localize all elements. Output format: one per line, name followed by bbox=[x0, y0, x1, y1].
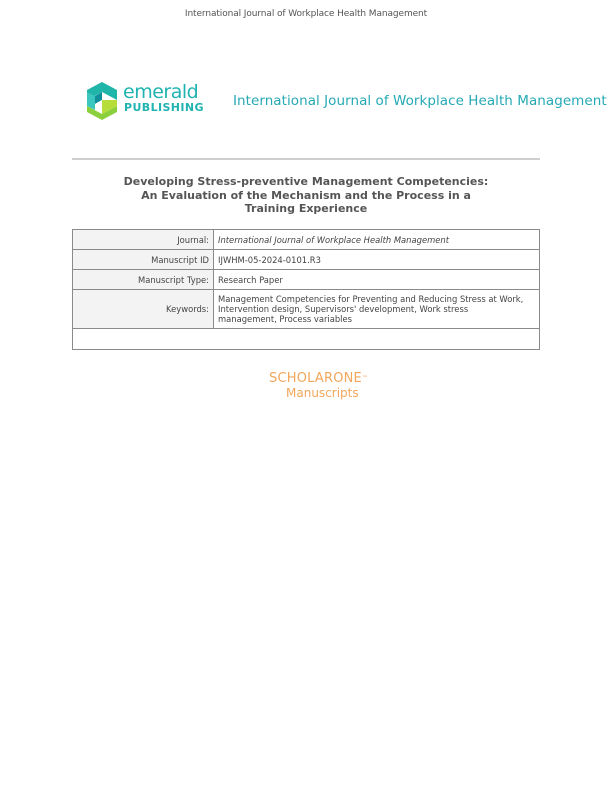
trademark-symbol: ™ bbox=[361, 375, 369, 382]
keywords-line: Intervention design, Supervisors' development, Work stress bbox=[218, 304, 469, 314]
journal-banner bbox=[84, 80, 607, 124]
scholarone-wordmark: SCHOLARONE bbox=[269, 371, 362, 386]
journal-value: International Journal of Workplace Health Management bbox=[214, 230, 540, 250]
empty-table-row bbox=[72, 327, 540, 350]
running-header: International Journal of Workplace Health Management bbox=[184, 9, 428, 19]
manuscript-id-label: Manuscript ID bbox=[73, 250, 214, 270]
publisher-logo-wordmark: emerald bbox=[123, 81, 199, 103]
paper-title-line: An Evaluation of the Mechanism and the Process in a bbox=[141, 188, 471, 202]
keywords-value bbox=[214, 290, 540, 329]
table-row bbox=[73, 270, 540, 290]
keywords-line: Management Competencies for Preventing and Reducing Stress at Work, bbox=[218, 294, 524, 304]
scholarone-subtitle: Manuscripts bbox=[286, 386, 359, 400]
scholarone-logo bbox=[269, 372, 379, 401]
journal-banner-title: International Journal of Workplace Health Management bbox=[233, 93, 607, 109]
journal-label: Journal: bbox=[73, 230, 214, 250]
manuscript-id-value: IJWHM-05-2024-0101.R3 bbox=[214, 250, 540, 270]
paper-title-line: Training Experience bbox=[244, 202, 368, 216]
keywords-label: Keywords: bbox=[73, 290, 214, 329]
manuscript-metadata-table bbox=[72, 229, 540, 329]
keywords-line: management, Process variables bbox=[218, 314, 353, 324]
table-row bbox=[73, 250, 540, 270]
paper-title-line: Developing Stress-preventive Management Competencies: bbox=[123, 175, 489, 188]
table-row bbox=[73, 290, 540, 329]
table-row bbox=[73, 230, 540, 250]
emerald-logo-icon bbox=[84, 80, 120, 120]
header-divider bbox=[72, 158, 540, 160]
publisher-logo-subtitle: PUBLISHING bbox=[124, 101, 204, 114]
manuscript-type-label: Manuscript Type: bbox=[73, 270, 214, 290]
manuscript-type-value: Research Paper bbox=[214, 270, 540, 290]
paper-title bbox=[72, 175, 540, 216]
